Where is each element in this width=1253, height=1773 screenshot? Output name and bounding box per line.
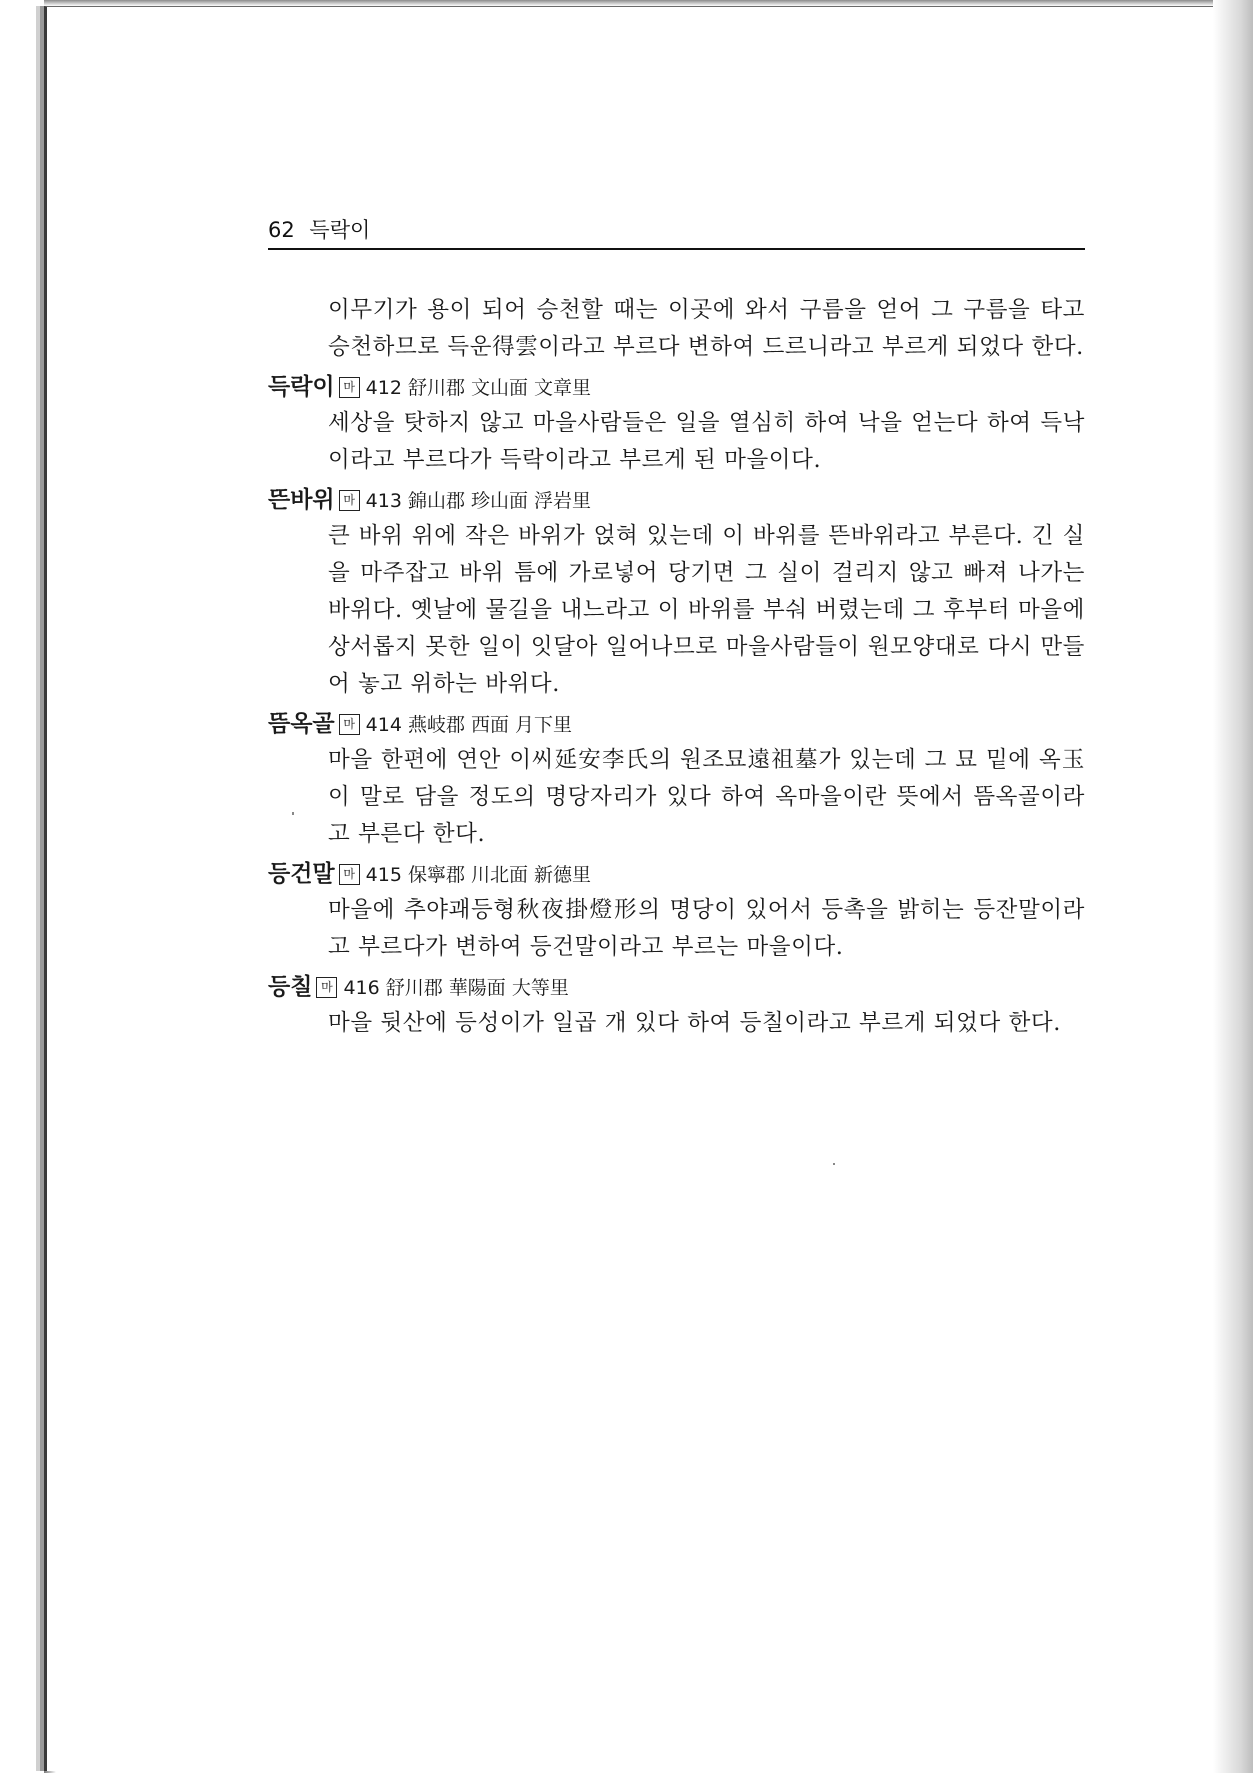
entry-413 <box>268 481 1085 703</box>
village-mark-icon: 마 <box>339 490 360 511</box>
village-mark-icon: 마 <box>339 377 360 398</box>
entry-location: 412 舒川郡 文山面 文章里 <box>365 377 592 399</box>
scan-speck <box>292 812 294 815</box>
entry-location: 415 保寧郡 川北面 新德里 <box>365 864 592 886</box>
entry-name: 뜸옥골 <box>268 710 335 737</box>
running-title: 득락이 <box>309 218 371 242</box>
entry-name: 등칠 <box>268 973 313 1000</box>
entry-heading <box>268 705 1085 742</box>
entry-text: 마을에 추야괘등형秋夜掛燈形의 명당이 있어서 등촉을 밝히는 등잔말이라고 부르다가 변하여 등건말이라고 부르는 마을이다. <box>328 897 1085 960</box>
running-header <box>268 214 1085 250</box>
village-mark-icon: 마 <box>339 714 360 735</box>
village-mark-icon: 마 <box>339 864 360 885</box>
entry-location: 416 舒川郡 華陽面 大等里 <box>343 977 569 999</box>
entry-heading <box>268 481 1085 518</box>
entry-heading <box>268 855 1085 892</box>
entry-415 <box>268 855 1085 966</box>
entry-heading <box>268 368 1085 405</box>
scan-right-shadow <box>1213 0 1253 1773</box>
entry-name: 득락이 <box>268 373 335 400</box>
entry-text: 마을 뒷산에 등성이가 일곱 개 있다 하여 등칠이라고 부르게 되었다 한다. <box>328 1010 1061 1036</box>
entry-location: 414 燕岐郡 西面 月下里 <box>365 714 573 736</box>
page-number: 62 <box>268 218 295 242</box>
entry-412 <box>268 368 1085 479</box>
page-body <box>268 292 1085 1044</box>
village-mark-icon: 마 <box>316 977 337 998</box>
entry-location: 413 錦山郡 珍山面 浮岩里 <box>365 490 592 512</box>
entry-416 <box>268 968 1085 1042</box>
entry-name: 뜬바위 <box>268 486 335 513</box>
entry-text: 마을 한편에 연안 이씨延安李氏의 원조묘遠祖墓가 있는데 그 묘 밑에 옥玉이 말로 담을 정도의 명당자리가 있다 하여 옥마을이란 뜻에서 뜸옥골이라고 부른다 한다. <box>328 747 1085 847</box>
scan-speck <box>833 1163 835 1165</box>
entry-name: 등건말 <box>268 860 335 887</box>
entry-414 <box>268 705 1085 853</box>
intro-paragraph: 이무기가 용이 되어 승천할 때는 이곳에 와서 구름을 얻어 그 구름을 타고 승천하므로 득운得雲이라고 부르다 변하여 드르니라고 부르게 되었다 한다. <box>328 297 1085 360</box>
entry-text: 세상을 탓하지 않고 마을사람들은 일을 열심히 하여 낙을 얻는다 하여 득낙이라고 부르다가 득락이라고 부르게 된 마을이다. <box>328 410 1085 473</box>
entry-heading <box>268 968 1085 1005</box>
entry-text: 큰 바위 위에 작은 바위가 얹혀 있는데 이 바위를 뜬바위라고 부른다. 긴 실을 마주잡고 바위 틈에 가로넣어 당기면 그 실이 걸리지 않고 빠져 나가는 바위다. 옛날에 물길을 내느라고 이 바위를 부숴 버렸는데 그 후부터 마을에 상서롭지 못한 일이 잇달아 일어나므로 마을사람들이 원모양대로 다시 만들어 놓고 위하는 바위다. <box>328 523 1085 697</box>
